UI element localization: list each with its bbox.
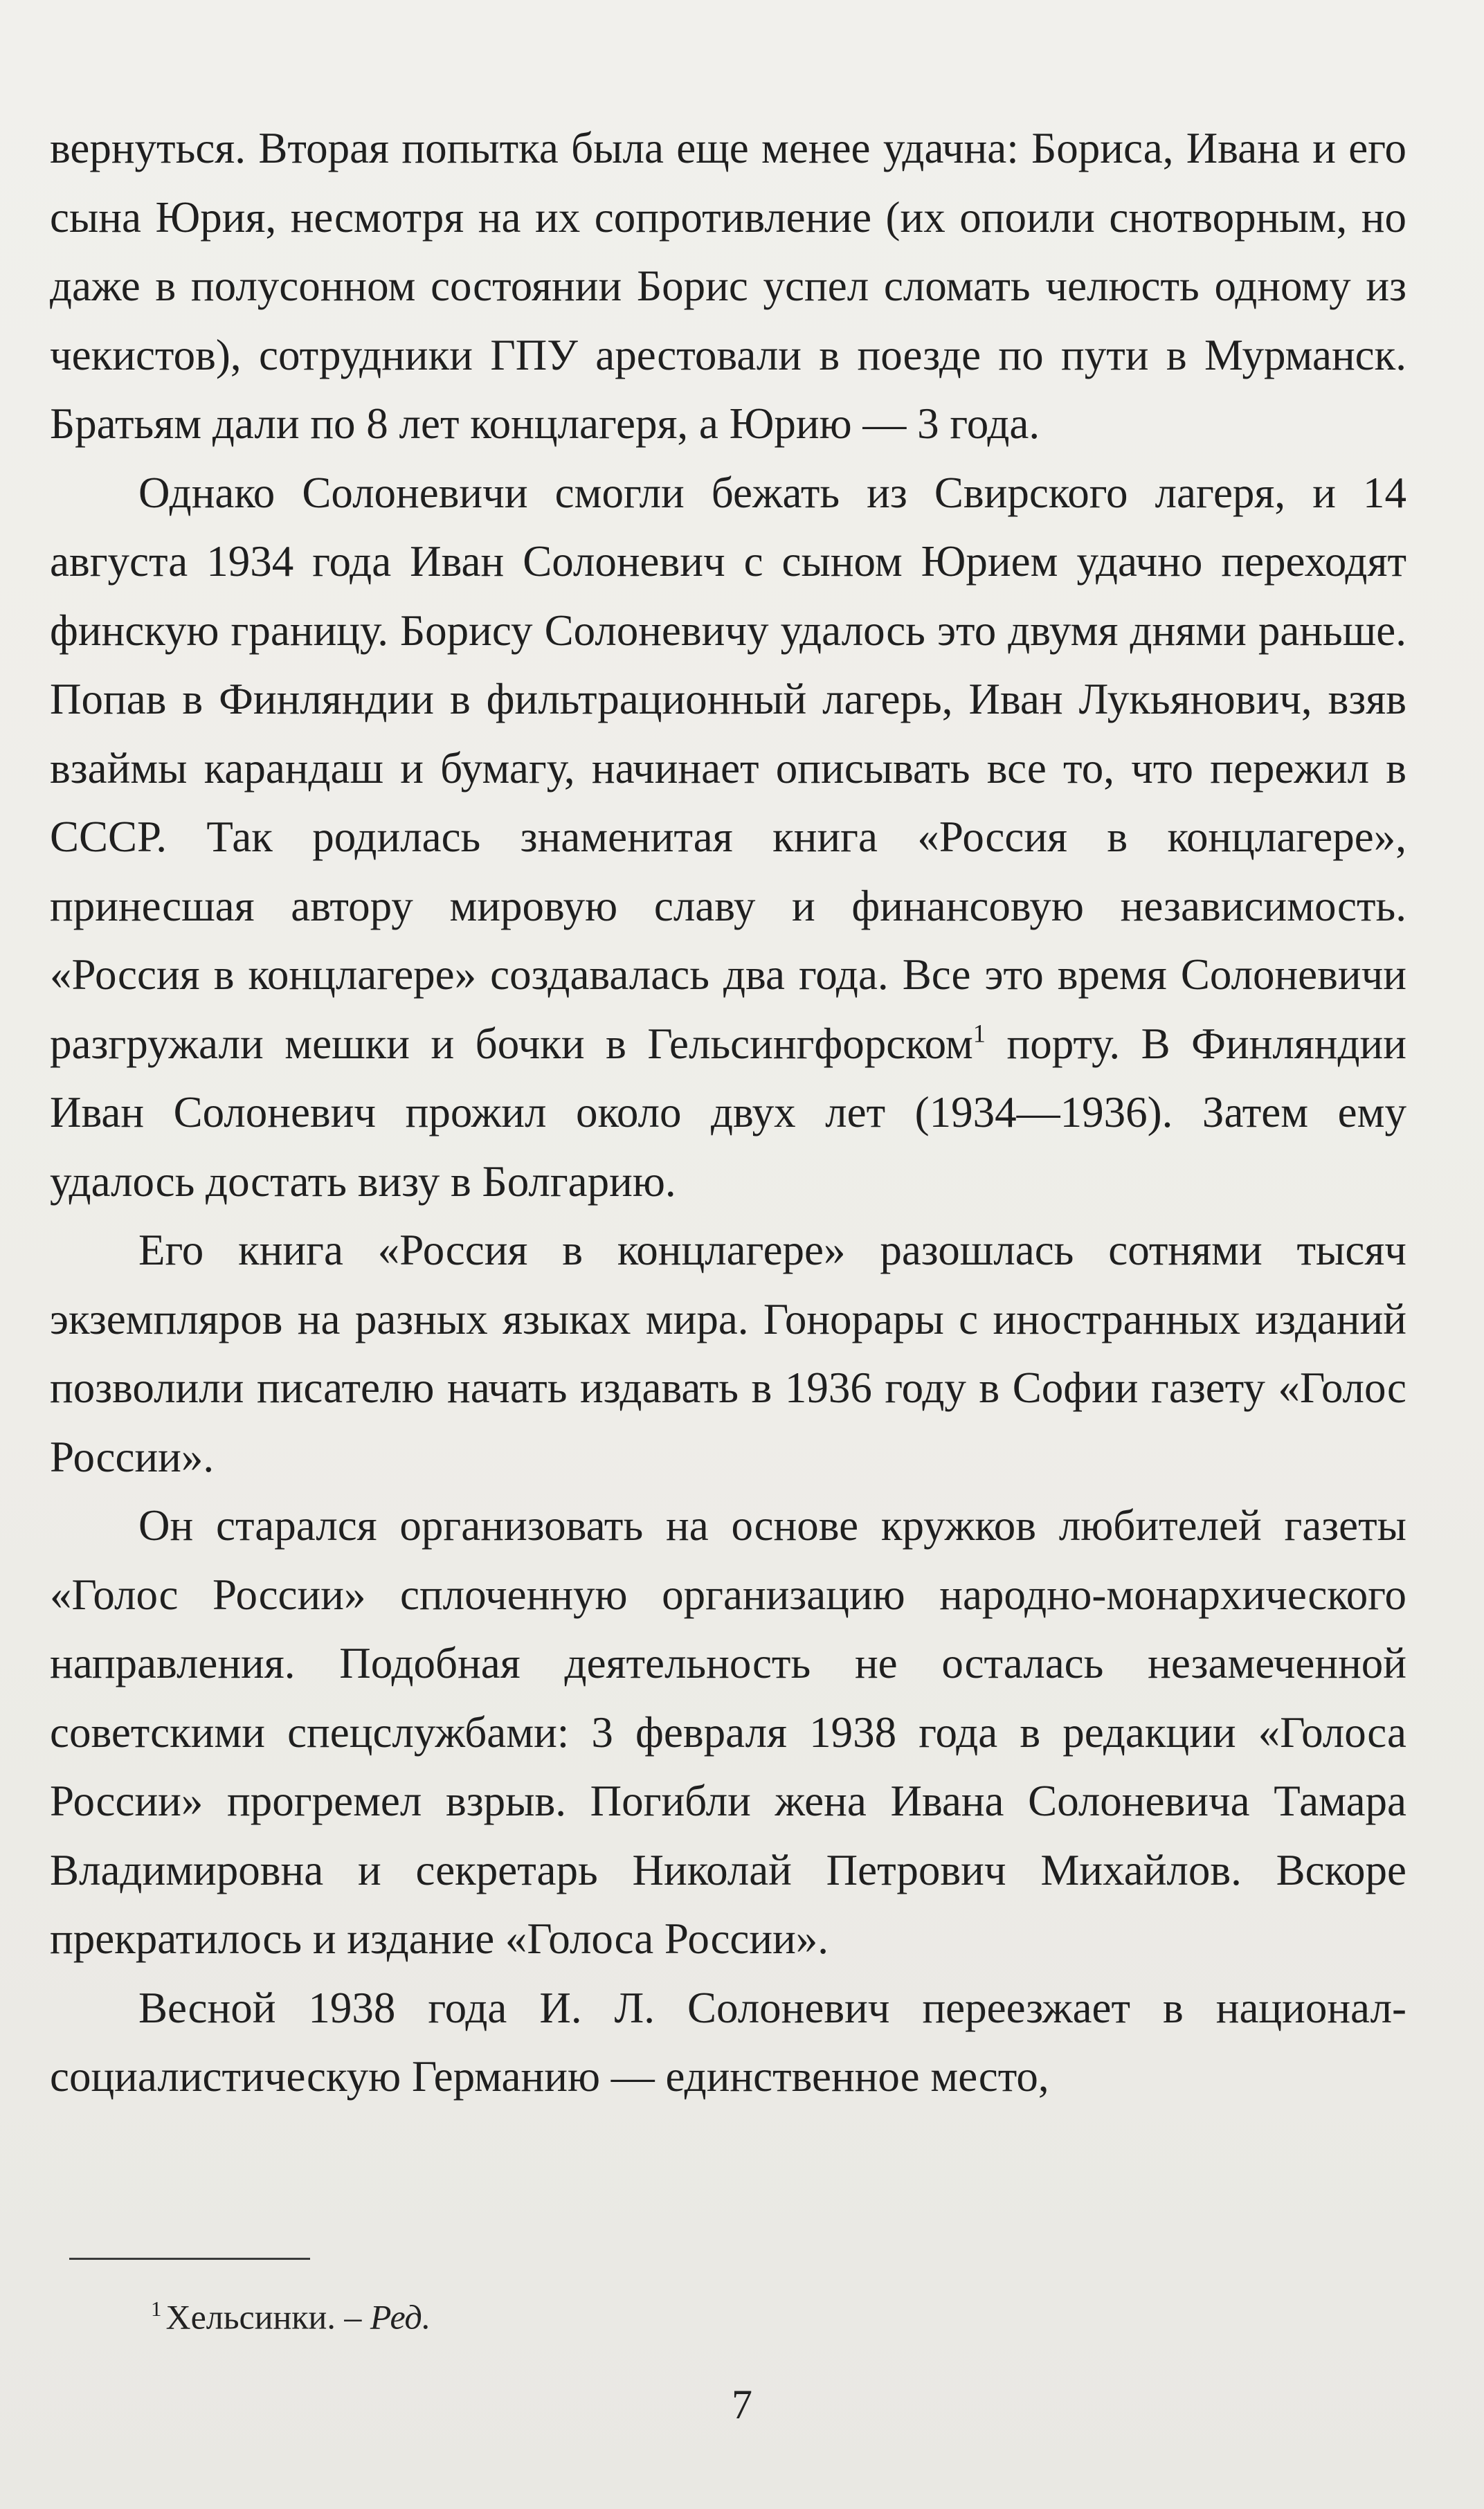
paragraph-4: Он старался организовать на основе кружков любителей газеты «Голос России» сплоченную организацию народно-монархического направления. Подобная деятельность не осталась незамеченной советскими спецслужбами: 3 февраля 1938 года в редакции «Голоса России» прогремел взрыв. Погибли жена Ивана Солоневича Тамара Владимировна и секретарь Николай Петрович Михайлов. Вскоре прекратилось и издание «Голоса России». — [50, 1501, 1406, 1963]
footnote-text: Хельсинки. – — [165, 2297, 370, 2337]
footnote — [151, 2297, 431, 2337]
paragraph-5: Весной 1938 года И. Л. Солоневич переезжает в национал-социалистическую Германию — единственное место, — [50, 1983, 1406, 2101]
paragraph-3: Его книга «Россия в концлагере» разошлась сотнями тысяч экземпляров на разных языках мира. Гонорары с иностранных изданий позволили писателю начать издавать в 1936 году в Софии газету «Голос России». — [50, 1226, 1406, 1481]
footnote-marker: 1 — [151, 2297, 162, 2321]
page-number: 7 — [732, 2382, 752, 2427]
paragraph-2-end: порту. В Финляндии Иван Солоневич прожил около двух лет (1934—1936). Затем ему удалось достать визу в Болгарию. — [50, 1019, 1406, 1206]
footnote-separator — [69, 2258, 310, 2260]
body-text — [50, 114, 1406, 2112]
paragraph-1: вернуться. Вторая попытка была еще менее удачна: Бориса, Ивана и его сына Юрия, несмотря на их сопротивление (их опоили снотворным, но даже в полусонном состоянии Борис успел сломать челюсть одному из чекистов), сотрудники ГПУ арестовали в поезде по пути в Мурманск. Братьям дали по 8 лет концлагеря, а Юрию — 3 года. — [50, 124, 1406, 448]
paragraph-2-start: Однако Солоневичи смогли бежать из Свирского лагеря, и 14 августа 1934 года Иван Солоневич с сыном Юрием удачно переходят финскую границу. Борису Солоневичу удалось это двумя днями раньше. Попав в Финляндии в фильтрационный лагерь, Иван Лукьянович, взяв взаймы карандаш и бумагу, начинает описывать все то, что пережил в СССР. Так родилась знаменитая книга «Россия в концлагере», принесшая автору мировую славу и финансовую независимость. «Россия в концлагере» создавалась два года. Все это время Солоневичи разгружали мешки и бочки в Гельсингфорском — [50, 468, 1406, 1068]
footnote-editor-abbr: Ред. — [370, 2297, 431, 2337]
paragraph-2 — [50, 459, 1406, 1217]
footnote-reference: 1 — [972, 1018, 986, 1047]
